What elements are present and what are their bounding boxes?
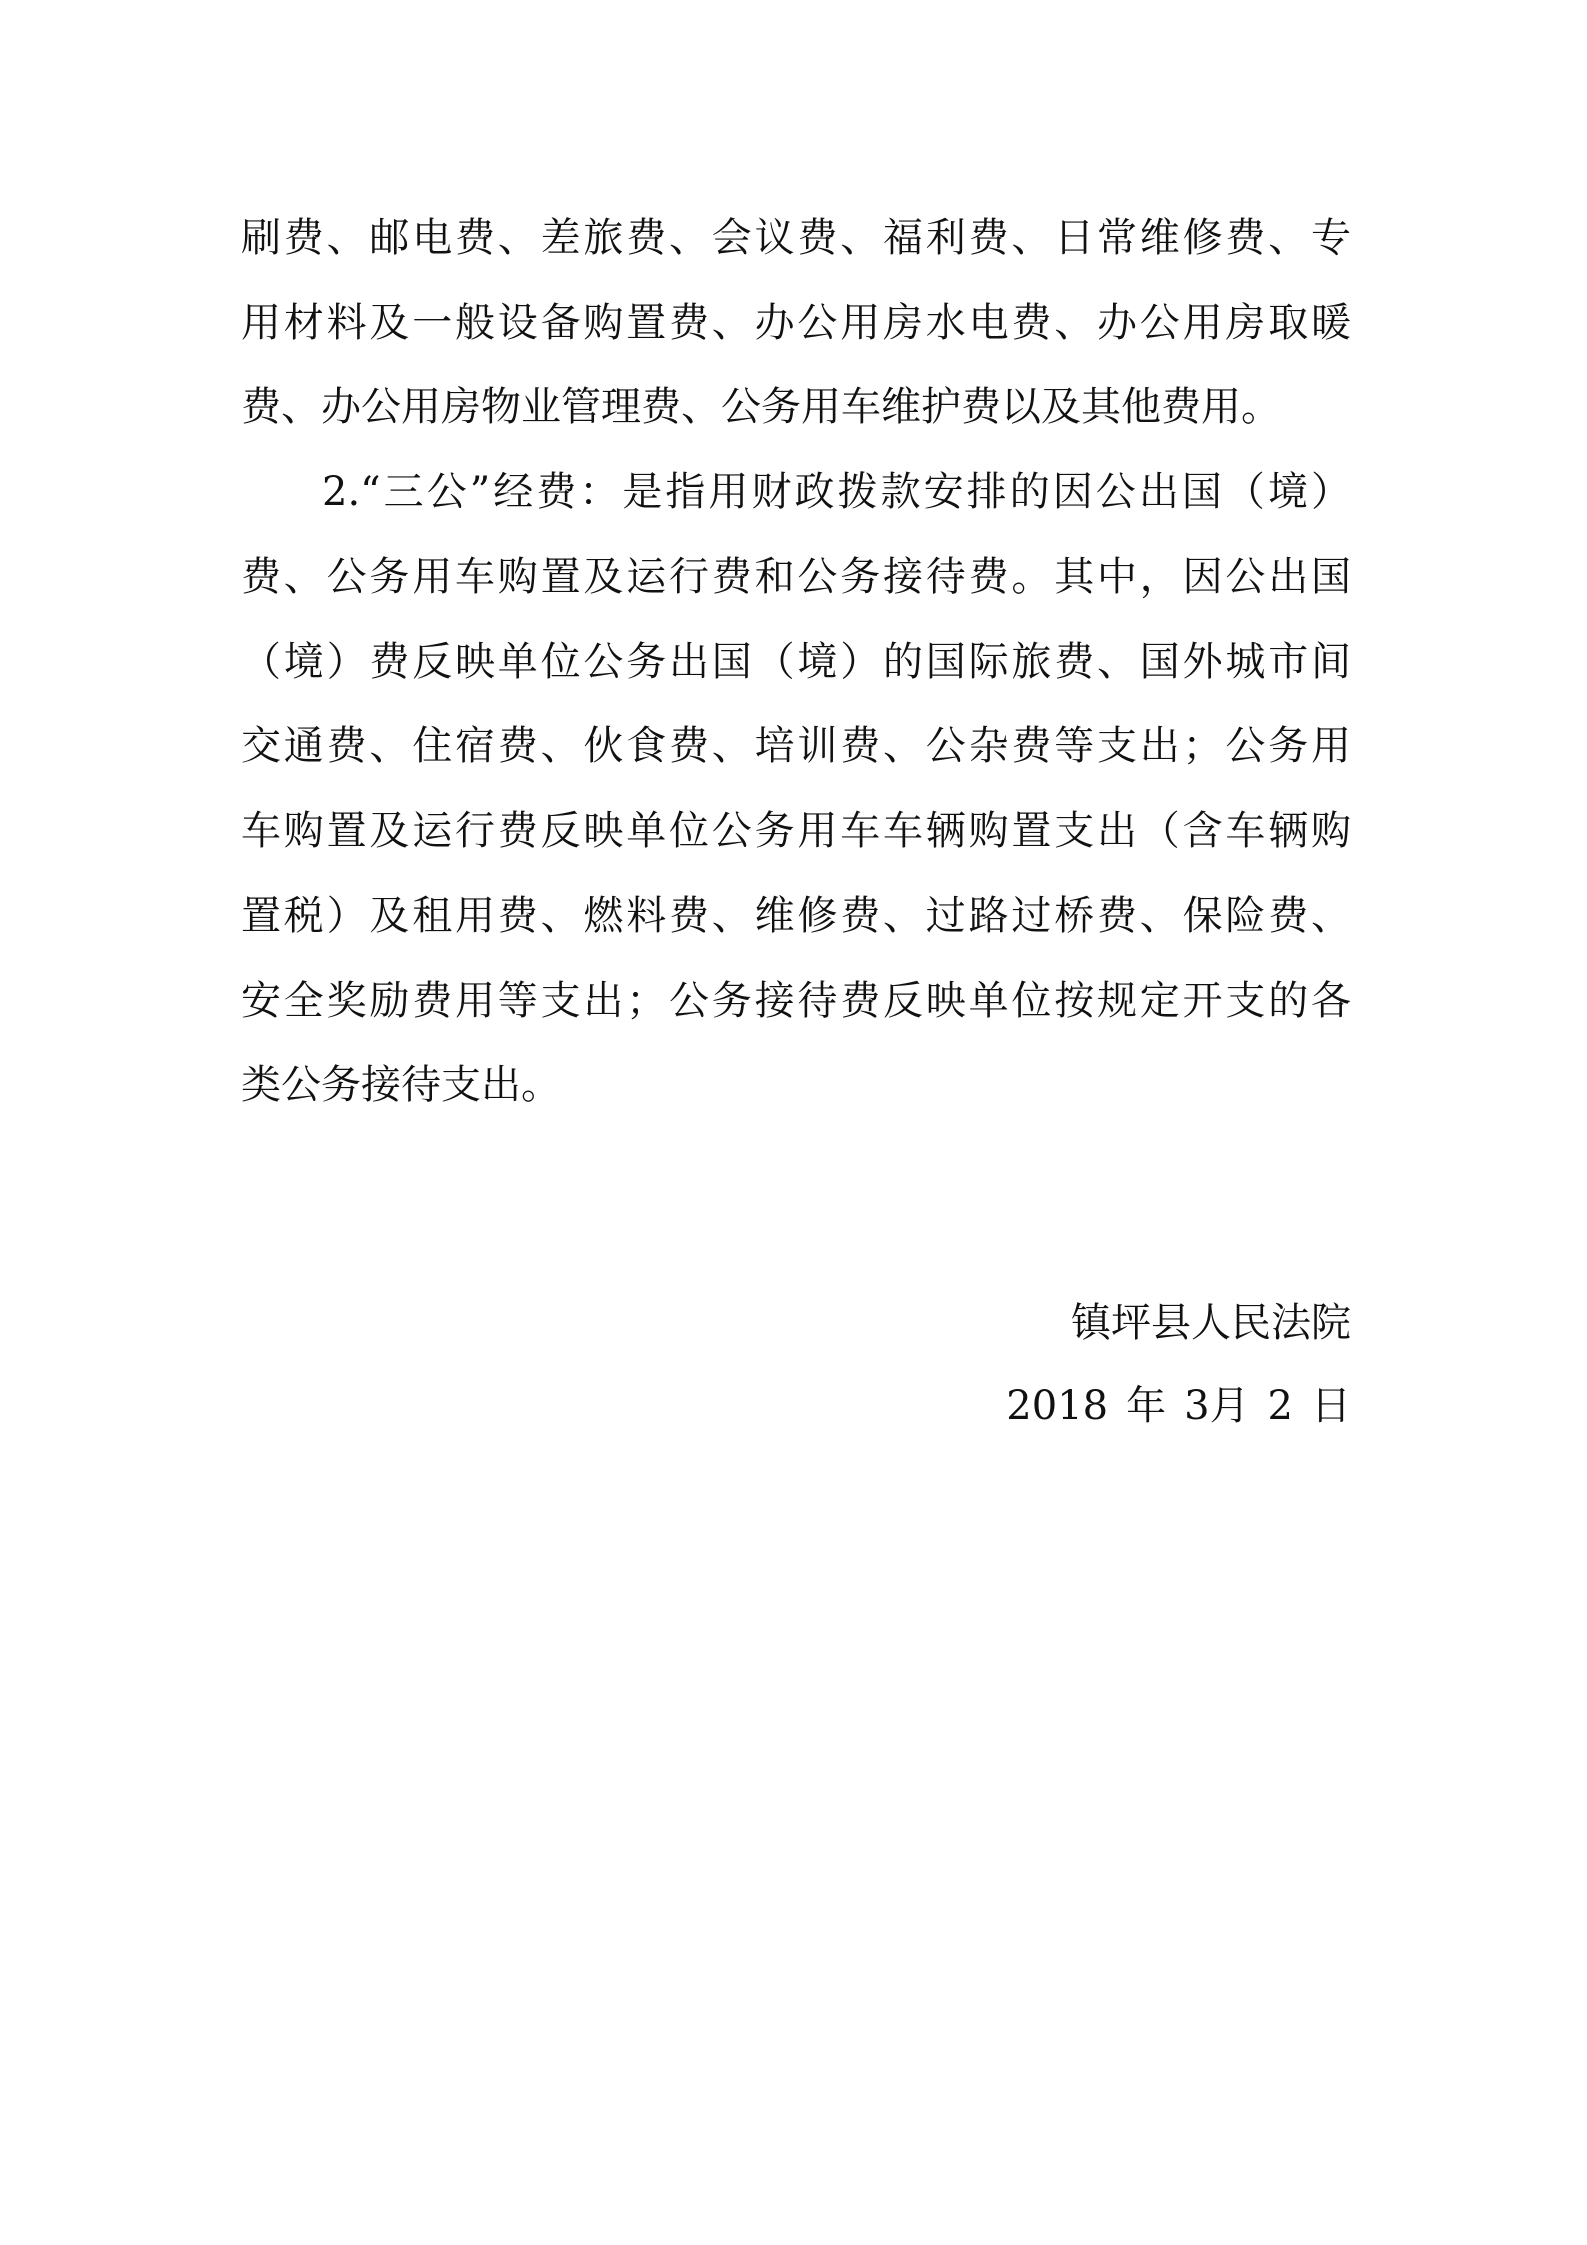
- paragraph-line-10: 安全奖励费用等支出；公务接待费反映单位按规定开支的各: [241, 978, 1351, 1024]
- paragraph-line-3: 费、办公用房物业管理费、公务用车维护费以及其他费用。: [241, 384, 1281, 430]
- signature-date: [1006, 1366, 1351, 1446]
- paragraph-line-8: 车购置及运行费反映单位公务用车车辆购置支出（含车辆购: [241, 808, 1351, 854]
- paragraph-line-1: 刷费、邮电费、差旅费、会议费、福利费、日常维修费、专: [241, 215, 1351, 261]
- paragraph-line-11: 类公务接待支出。: [241, 1062, 561, 1108]
- date-day-unit: 日: [1311, 1383, 1351, 1429]
- date-month: 3: [1184, 1383, 1210, 1429]
- paragraph-line-5: 费、公务用车购置及运行费和公务接待费。其中，因公出国: [241, 554, 1351, 600]
- date-day: 2: [1267, 1383, 1293, 1429]
- date-month-unit: 月: [1209, 1383, 1250, 1429]
- paragraph-line-2: 用材料及一般设备购置费、办公用房水电费、办公用房取暖: [241, 300, 1351, 346]
- paragraph-line-9: 置税）及租用费、燃料费、维修费、过路过桥费、保险费、: [241, 893, 1351, 939]
- signature-organization: 镇坪县人民法院: [1071, 1300, 1351, 1346]
- date-year: 2018: [1006, 1383, 1109, 1429]
- date-year-unit: 年: [1126, 1383, 1167, 1429]
- paragraph-line-7: 交通费、住宿费、伙食费、培训费、公杂费等支出；公务用: [241, 723, 1351, 769]
- paragraph-line-6: （境）费反映单位公务出国（境）的国际旅费、国外城市间: [241, 639, 1351, 685]
- paragraph-line-4: 2.“三公”经费：是指用财政拨款安排的因公出国（境）: [322, 469, 1351, 515]
